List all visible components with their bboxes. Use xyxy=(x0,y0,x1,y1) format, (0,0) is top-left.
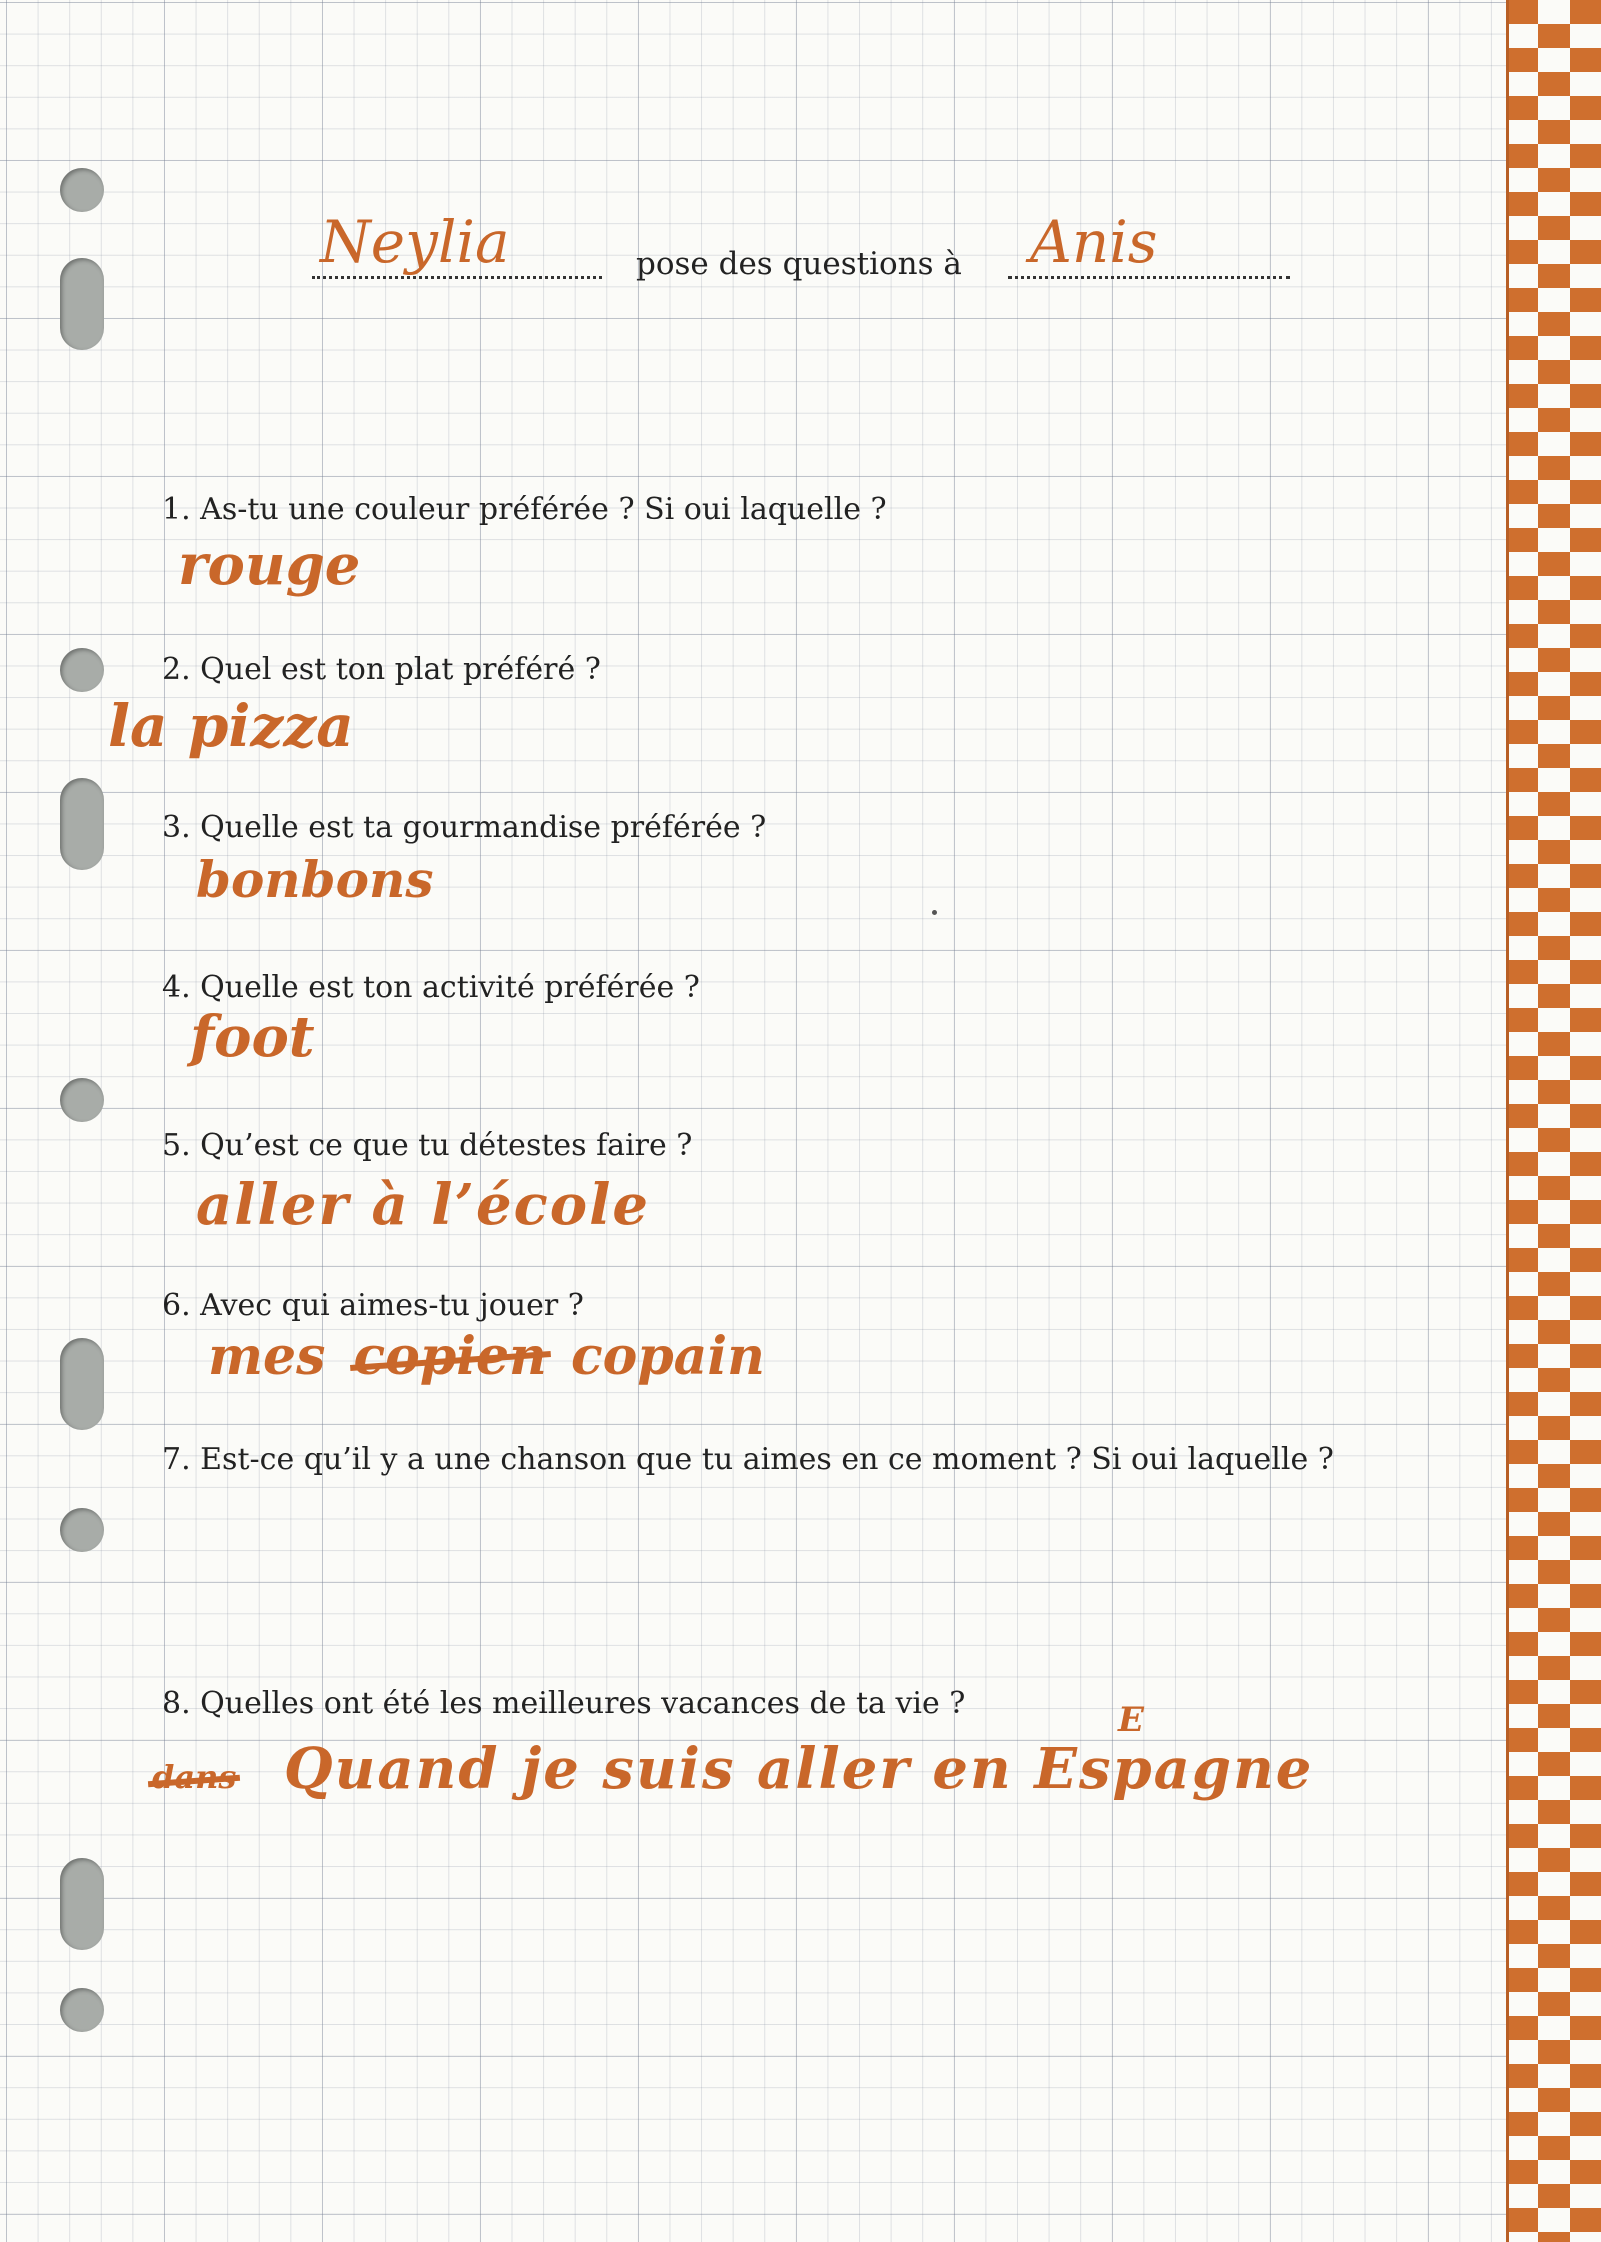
binder-hole xyxy=(60,1078,104,1122)
answer-4: foot xyxy=(190,1004,315,1070)
answer-6-prefix: mes xyxy=(208,1326,326,1387)
question-4: 4. Quelle est ton activité préférée ? xyxy=(162,970,700,1005)
binder-hole xyxy=(60,1508,104,1552)
answer-6-struck: copien xyxy=(353,1326,547,1387)
answer-8-struck: dans xyxy=(152,1758,237,1796)
question-3: 3. Quelle est ta gourmandise préférée ? xyxy=(162,810,767,845)
question-7: 7. Est-ce qu’il y a une chanson que tu aimes en ce moment ? Si oui laquelle ? xyxy=(162,1442,1334,1477)
question-8: 8. Quelles ont été les meilleures vacances de ta vie ? xyxy=(162,1686,966,1721)
binder-hole xyxy=(60,648,104,692)
ink-dot xyxy=(932,910,937,915)
notebook-edge-strip xyxy=(1506,0,1601,2242)
answer-8-correction: E xyxy=(1118,1700,1144,1740)
answerer-name: Anis xyxy=(1030,208,1158,276)
answer-6-word: copain xyxy=(570,1326,765,1387)
question-5: 5. Qu’est ce que tu détestes faire ? xyxy=(162,1128,693,1163)
answer-8-text: Quand je suis aller en Espagne xyxy=(283,1736,1314,1802)
answer-8 xyxy=(152,1736,1313,1802)
binder-hole xyxy=(60,1988,104,2032)
answer-6 xyxy=(208,1326,765,1387)
header-connector: pose des questions à xyxy=(636,246,962,282)
answer-3: bonbons xyxy=(196,850,434,909)
binder-hole xyxy=(60,1338,104,1430)
binder-hole xyxy=(60,258,104,350)
asker-dotted-line xyxy=(312,276,602,279)
answer-5: aller à l’école xyxy=(196,1172,650,1238)
binder-hole xyxy=(60,1858,104,1950)
asker-name: Neylia xyxy=(320,208,510,276)
answer-2: la pizza xyxy=(108,692,354,760)
answerer-dotted-line xyxy=(1008,276,1290,279)
binder-hole xyxy=(60,168,104,212)
question-1: 1. As-tu une couleur préférée ? Si oui laquelle ? xyxy=(162,492,887,527)
question-2: 2. Quel est ton plat préféré ? xyxy=(162,652,601,687)
question-6: 6. Avec qui aimes-tu jouer ? xyxy=(162,1288,584,1323)
binder-hole xyxy=(60,778,104,870)
answer-1: rouge xyxy=(178,532,361,598)
